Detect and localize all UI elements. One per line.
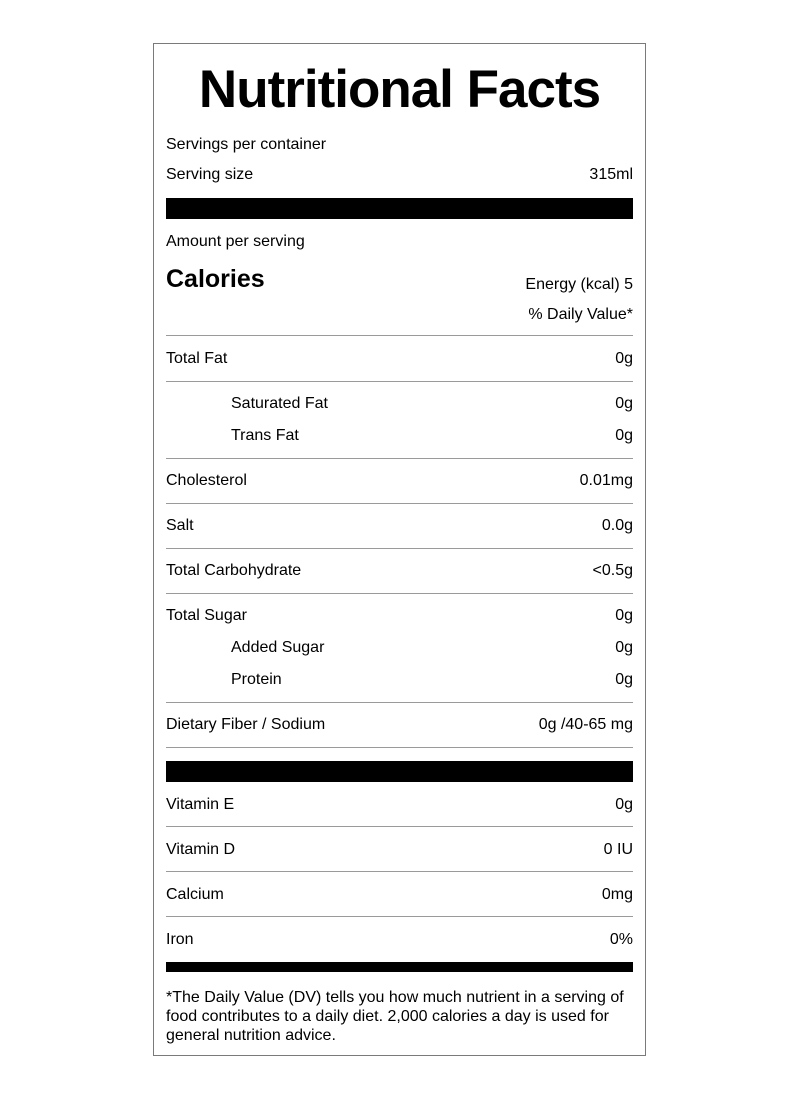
vitamin-value: 0% (609, 931, 633, 948)
vitamin-label: Vitamin D (166, 841, 236, 858)
nutrition-label (153, 43, 646, 1056)
nutrient-label: Dietary Fiber / Sodium (166, 716, 326, 733)
vitamin-label: Iron (166, 931, 194, 948)
divider (166, 916, 633, 917)
nutrient-row-total-carbohydrate (166, 561, 633, 581)
nutrient-label: Protein (231, 671, 282, 688)
nutrient-label: Saturated Fat (231, 395, 328, 412)
nutrient-row-salt (166, 516, 633, 536)
nutrient-value: 0g (615, 639, 633, 656)
thick-divider-top (166, 198, 633, 219)
nutrient-value: 0g (615, 671, 633, 688)
nutrition-label-content (166, 44, 633, 1055)
nutrient-row-added-sugar (166, 638, 633, 658)
serving-size-row (166, 165, 633, 185)
divider (166, 548, 633, 549)
nutrient-label: Total Sugar (166, 607, 247, 624)
nutrient-label: Total Carbohydrate (166, 562, 302, 579)
nutrient-value: 0.0g (601, 517, 633, 534)
divider (166, 458, 633, 459)
label-title: Nutritional Facts (198, 60, 601, 119)
divider (166, 381, 633, 382)
vitamin-value: 0 IU (603, 841, 633, 858)
nutrient-label: Cholesterol (166, 472, 247, 489)
calories-label: Calories (166, 265, 265, 293)
servings-per-container-label: Servings per container (166, 136, 327, 153)
nutrient-value: 0g (615, 350, 633, 367)
thick-divider-bottom (166, 962, 633, 972)
divider (166, 871, 633, 872)
vitamin-value: 0g (615, 796, 633, 813)
serving-size-value: 315ml (589, 166, 633, 183)
vitamin-row-vitamin-e (166, 795, 633, 815)
nutrient-row-cholesterol (166, 471, 633, 491)
serving-size-label: Serving size (166, 166, 254, 183)
amount-per-serving-row (166, 232, 633, 252)
nutrient-value: 0g (615, 427, 633, 444)
daily-value-footnote: *The Daily Value (DV) tells you how much nutrient in a serving of food contributes to a daily diet. 2,000 calories a day is used for general nutrition advice. (166, 989, 624, 1044)
nutrient-value: 0g (615, 607, 633, 624)
nutrient-row-protein (166, 670, 633, 690)
nutrient-value: 0g /40-65 mg (538, 716, 633, 733)
energy-value: Energy (kcal) 5 (525, 276, 633, 293)
servings-per-container-row (166, 135, 633, 155)
nutrient-label: Salt (166, 517, 194, 534)
vitamin-label: Vitamin E (166, 796, 235, 813)
divider (166, 826, 633, 827)
nutrient-value: <0.5g (592, 562, 633, 579)
nutrient-row-total-sugar (166, 606, 633, 626)
divider (166, 747, 633, 748)
divider (166, 503, 633, 504)
divider (166, 702, 633, 703)
nutrient-label: Total Fat (166, 350, 228, 367)
nutrient-row-saturated-fat (166, 394, 633, 414)
amount-per-serving-label: Amount per serving (166, 233, 305, 250)
nutrient-value: 0g (615, 395, 633, 412)
vitamin-row-vitamin-d (166, 840, 633, 860)
nutrient-value: 0.01mg (579, 472, 633, 489)
vitamin-value: 0mg (601, 886, 633, 903)
vitamin-row-calcium (166, 885, 633, 905)
divider (166, 593, 633, 594)
nutrient-label: Trans Fat (231, 427, 299, 444)
vitamin-label: Calcium (166, 886, 224, 903)
nutrient-row-trans-fat (166, 426, 633, 446)
nutrient-row-total-fat (166, 349, 633, 369)
divider (166, 335, 633, 336)
vitamin-row-iron (166, 930, 633, 950)
nutrient-label: Added Sugar (231, 639, 325, 656)
nutrient-row-dietary-fiber-sodium (166, 715, 633, 735)
thick-divider-middle (166, 761, 633, 782)
daily-value-header: % Daily Value* (528, 306, 633, 323)
